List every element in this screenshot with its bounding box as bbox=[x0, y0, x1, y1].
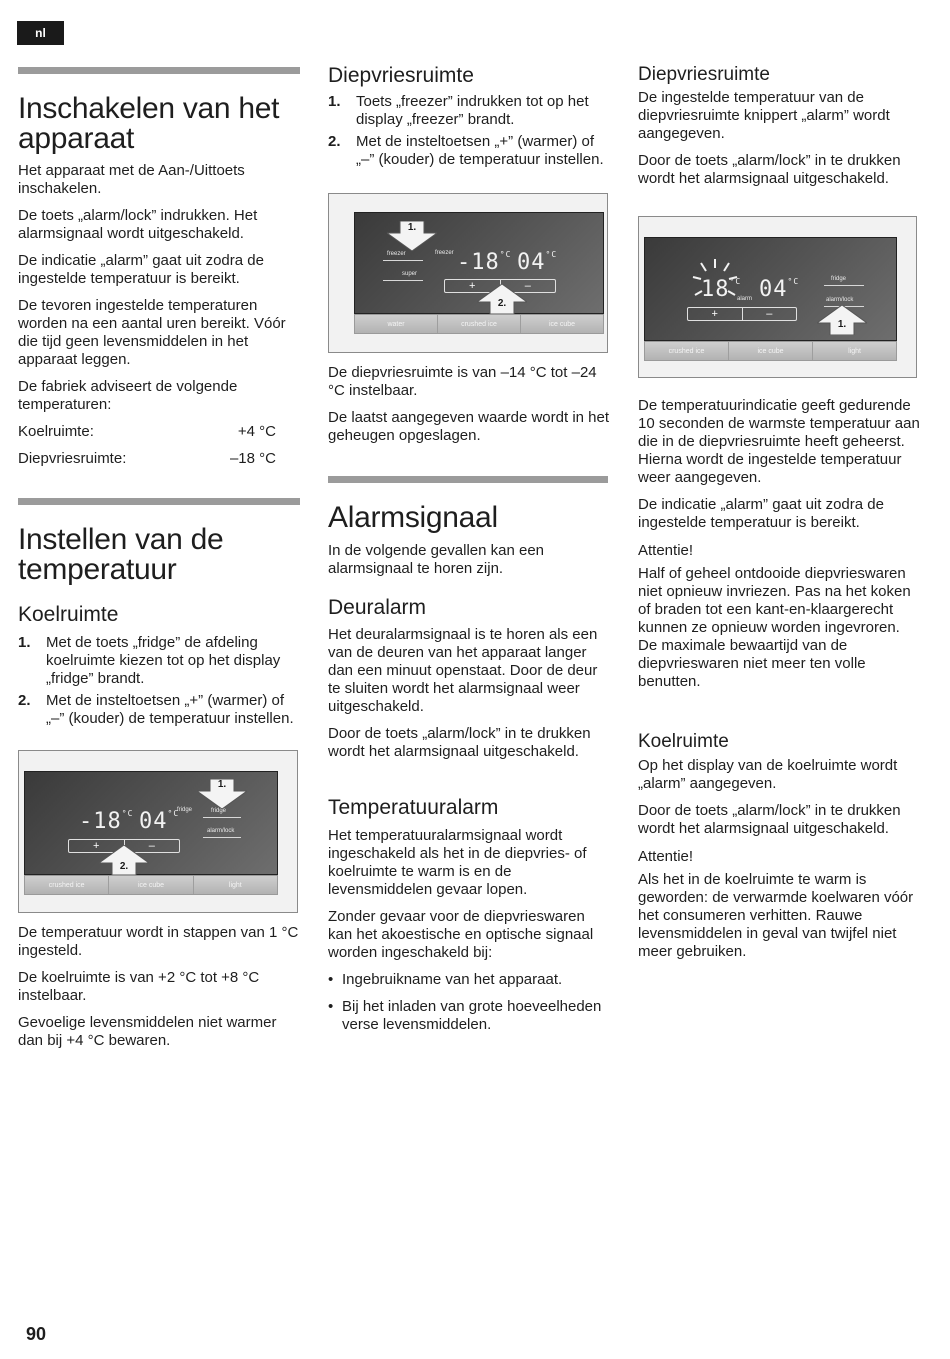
temperature-alarm-text bbox=[328, 818, 610, 1034]
step-1-label: 1. bbox=[407, 222, 417, 233]
paragraph: De laatst aangegeven waarde wordt in het geheugen opgeslagen. bbox=[328, 409, 610, 444]
list-item bbox=[328, 133, 610, 169]
paragraph: Door de toets „alarm/lock” in te drukken wordt het alarmsignaal uitgeschakeld. bbox=[638, 802, 901, 837]
fridge-settings-text bbox=[18, 915, 300, 1050]
separator bbox=[824, 285, 864, 286]
paragraph: Op het display van de koelruimte wordt „alarm” aangegeven. bbox=[638, 757, 898, 792]
section-title-set-temperature: Instellen van de temperatuur bbox=[18, 523, 224, 586]
fridge-button-label: fridge bbox=[831, 276, 847, 282]
paragraph: De fabriek adviseert de volgende temperaturen: bbox=[18, 378, 238, 413]
list-item bbox=[328, 93, 610, 129]
dispenser-buttons bbox=[354, 314, 604, 334]
dispenser-buttons bbox=[24, 875, 278, 895]
attention-heading: Attentie! bbox=[638, 848, 694, 865]
paragraph: Half of geheel ontdooide diepvrieswaren niet opnieuw invriezen. Pas na het koken of braden tot een kant-en-klaargerecht kunnen ze opnieuw worden ingevroren. De maximale bewaartijd van de diepvrieswaren niet meer ten volle benutten. bbox=[638, 565, 911, 690]
page-number: 90 bbox=[26, 1324, 47, 1344]
minus-button[interactable]: – bbox=[766, 308, 773, 320]
fridge-temp-value: 04 bbox=[517, 250, 546, 275]
light-button[interactable]: light bbox=[228, 881, 242, 889]
subheading-fridge: Koelruimte bbox=[18, 603, 119, 626]
paragraph: De ingestelde temperatuur van de diepvriesruimte knippert „alarm” wordt aangegeven. bbox=[638, 89, 890, 142]
language-tab: nl bbox=[17, 21, 64, 45]
paragraph: Het deuralarmsignaal is te horen als een van de deuren van het apparaat langer dan een minuut openstaat. Door de deur te sluiten wordt het alarmsignaal weer uitgeschakeld. bbox=[328, 626, 598, 715]
step-text: Met de insteltoetsen „+” (warmer) of „–” (kouder) de temperatuur instellen. bbox=[356, 133, 604, 168]
ice-cube-button[interactable]: ice cube bbox=[109, 876, 193, 894]
light-button[interactable]: light bbox=[848, 347, 861, 355]
paragraph: Door de toets „alarm/lock” in te drukken wordt het alarmsignaal uitgeschakeld. bbox=[328, 725, 591, 760]
temperature-row bbox=[18, 423, 276, 441]
subheading-fridge-alarm: Koelruimte bbox=[638, 731, 729, 752]
freezer-temperature-display bbox=[701, 277, 741, 302]
step-number: 2. bbox=[18, 692, 31, 709]
separator bbox=[383, 260, 423, 261]
unit: °C bbox=[167, 809, 180, 818]
list-item: • Bij het inladen van grote hoeveelheden verse levensmiddelen. bbox=[328, 998, 610, 1034]
freezer-temp-value: -18 bbox=[79, 809, 122, 834]
temp-value: +4 °C bbox=[237, 423, 276, 440]
control-panel-figure-freezer bbox=[328, 193, 608, 353]
paragraph: De indicatie „alarm” gaat uit zodra de ingestelde temperatuur is bereikt. bbox=[18, 252, 264, 287]
temp-value: –18 °C bbox=[229, 450, 276, 467]
subheading-freezer: Diepvriesruimte bbox=[328, 64, 474, 87]
paragraph: De koelruimte is van +2 °C tot +8 °C instelbaar. bbox=[18, 969, 260, 1004]
list-item: • Ingebruikname van het apparaat. bbox=[328, 971, 610, 989]
subheading-temperature-alarm: Temperatuuralarm bbox=[328, 796, 499, 819]
list-item bbox=[18, 634, 300, 688]
separator bbox=[203, 837, 241, 838]
freezer-alarm-text bbox=[638, 80, 920, 188]
paragraph: De tevoren ingestelde temperaturen worden na een aantal uren bereikt. Vóór die tijd geen levensmiddelen in het apparaat leggen. bbox=[18, 297, 286, 368]
step-text: Met de toets „fridge” de afdeling koelruimte kiezen tot op het display „fridge” brandt. bbox=[46, 634, 281, 687]
steps-list bbox=[328, 89, 610, 169]
freezer-temperature-display bbox=[457, 250, 511, 275]
step-1-label: 1. bbox=[837, 319, 847, 330]
unit: °C bbox=[787, 277, 800, 286]
step-2-label: 2. bbox=[119, 861, 129, 872]
freezer-button-label: freezer bbox=[387, 251, 406, 257]
paragraph: De toets „alarm/lock” indrukken. Het alarmsignaal wordt uitgeschakeld. bbox=[18, 207, 258, 242]
plus-minus-buttons[interactable] bbox=[687, 307, 797, 321]
switch-on-text bbox=[18, 153, 300, 468]
bullet-list bbox=[328, 971, 610, 1034]
step-2-label: 2. bbox=[497, 298, 507, 309]
section-divider bbox=[328, 476, 608, 483]
alarm-indicator-label: alarm bbox=[737, 296, 753, 302]
paragraph: Door de toets „alarm/lock” in te drukken wordt het alarmsignaal uitgeschakeld. bbox=[638, 152, 901, 187]
section-divider bbox=[18, 67, 300, 74]
alarm-intro bbox=[328, 533, 610, 578]
temp-label: Diepvriesruimte: bbox=[18, 450, 127, 467]
plus-button[interactable]: + bbox=[445, 280, 501, 292]
paragraph: De temperatuur wordt in stappen van 1 °C ingesteld. bbox=[18, 924, 299, 959]
alarm-lock-label: alarm/lock bbox=[826, 297, 854, 303]
freezer-label: freezer bbox=[435, 250, 454, 256]
paragraph: Het temperatuuralarmsignaal wordt ingeschakeld als het in de diepvries- of koelruimte te warm is en de levensmiddelen gevaar lopen. bbox=[328, 827, 587, 898]
control-panel-figure-fridge bbox=[18, 750, 298, 913]
paragraph: De temperatuurindicatie geeft gedurende 10 seconden de warmste temperatuur aan die in de diepvriesruimte heeft geheerst. Hierna wordt de ingestelde temperatuur weer aangegeven. bbox=[638, 397, 920, 486]
paragraph: Gevoelige levensmiddelen niet warmer dan bij +4 °C bewaren. bbox=[18, 1014, 277, 1049]
control-panel-figure-alarm bbox=[638, 216, 917, 378]
paragraph: In de volgende gevallen kan een alarmsignaal te horen zijn. bbox=[328, 542, 545, 577]
section-divider bbox=[18, 498, 300, 505]
freezer-temperature-display bbox=[79, 809, 133, 834]
alarm-lock-label: alarm/lock bbox=[207, 828, 235, 834]
attention-heading: Attentie! bbox=[638, 542, 694, 559]
section-title-alarm: Alarmsignaal bbox=[328, 501, 498, 534]
paragraph: De diepvriesruimte is van –14 °C tot –24 °C instelbaar. bbox=[328, 364, 597, 399]
subheading-door-alarm: Deuralarm bbox=[328, 596, 427, 619]
separator bbox=[203, 817, 241, 818]
fridge-label: fridge bbox=[177, 807, 193, 813]
freezer-settings-text bbox=[328, 355, 610, 445]
unit: °C bbox=[121, 809, 134, 818]
unit: °C bbox=[499, 250, 512, 259]
plus-button[interactable]: + bbox=[69, 840, 125, 852]
ice-cube-button[interactable]: ice cube bbox=[729, 342, 813, 360]
step-number: 2. bbox=[328, 133, 341, 150]
alarm-display-text bbox=[638, 388, 920, 691]
minus-button[interactable]: – bbox=[524, 280, 531, 292]
step-number: 1. bbox=[18, 634, 31, 651]
super-label: super bbox=[402, 271, 418, 277]
fridge-temp-value: 04 bbox=[139, 809, 168, 834]
fridge-temp-value: 04 bbox=[759, 277, 788, 302]
fridge-alarm-text bbox=[638, 748, 920, 961]
crushed-ice-button[interactable]: crushed ice bbox=[438, 315, 521, 333]
section-title-switch-on: Inschakelen van het apparaat bbox=[18, 92, 280, 155]
freezer-temp-value: -18 bbox=[457, 250, 500, 275]
freezer-temp-value: 18 bbox=[701, 277, 730, 302]
list-item bbox=[18, 692, 300, 728]
fridge-temperature-display bbox=[759, 277, 799, 302]
dispenser-buttons bbox=[644, 341, 897, 361]
crushed-ice-button[interactable]: crushed ice bbox=[25, 876, 109, 894]
step-text: Met de insteltoetsen „+” (warmer) of „–” (kouder) de temperatuur instellen. bbox=[46, 692, 294, 727]
subheading-freezer-alarm: Diepvriesruimte bbox=[638, 64, 770, 85]
fridge-button-label: fridge bbox=[211, 808, 227, 814]
temperature-row bbox=[18, 450, 276, 468]
unit: °C bbox=[545, 250, 558, 259]
paragraph: Als het in de koelruimte te warm is geworden: de verwarmde koelwaren vóór het consumeren verhitten. Rauwe levensmiddelen in geval van twijfel niet meer gebruiken. bbox=[638, 871, 914, 960]
paragraph: Het apparaat met de Aan-/Uittoets inschakelen. bbox=[18, 162, 245, 197]
minus-button[interactable]: – bbox=[148, 840, 155, 852]
temp-label: Koelruimte: bbox=[18, 423, 94, 440]
plus-button[interactable]: + bbox=[688, 308, 743, 320]
fridge-temperature-display bbox=[139, 809, 179, 834]
door-alarm-text bbox=[328, 617, 610, 761]
crushed-ice-button[interactable]: crushed ice bbox=[645, 342, 729, 360]
paragraph: De indicatie „alarm” gaat uit zodra de ingestelde temperatuur is bereikt. bbox=[638, 496, 884, 531]
fridge-temperature-display bbox=[517, 250, 557, 275]
ice-cube-button[interactable]: ice cube bbox=[548, 320, 576, 328]
step-1-label: 1. bbox=[217, 779, 227, 790]
paragraph: Zonder gevaar voor de diepvrieswaren kan het akoestische en optische signaal worden ingeschakeld bij: bbox=[328, 908, 594, 961]
steps-list bbox=[18, 630, 300, 728]
water-button[interactable]: water bbox=[355, 315, 438, 333]
unit: °C bbox=[729, 277, 742, 286]
step-text: Toets „freezer” indrukken tot op het display „freezer” brandt. bbox=[356, 93, 589, 128]
step-number: 1. bbox=[328, 93, 341, 110]
separator bbox=[383, 280, 423, 281]
